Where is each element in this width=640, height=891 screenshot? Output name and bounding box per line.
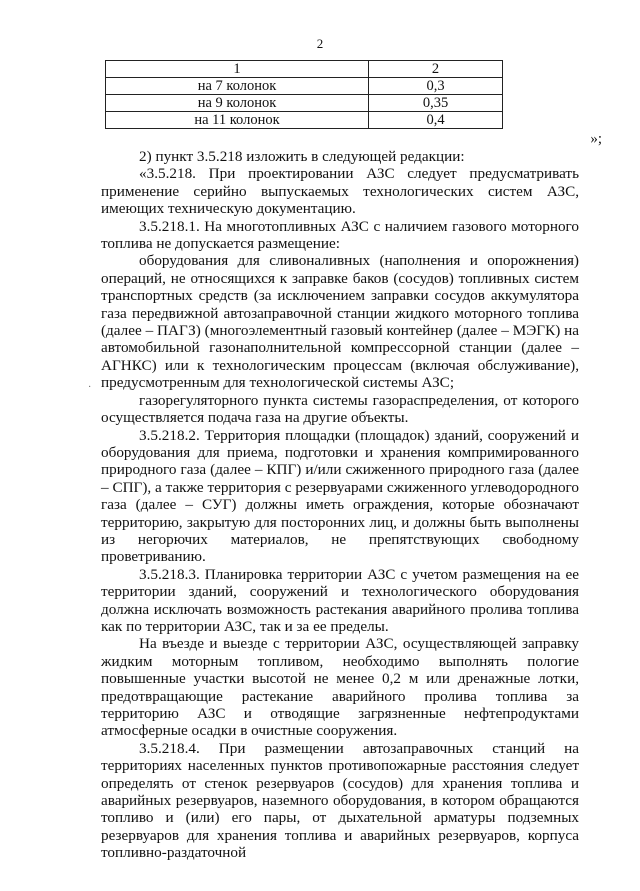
paragraph: «3.5.218. При проектировании АЗС следует предусматривать применение серийно выпускаемых технологических систем АЗС, имеющих техническую документацию. [101,165,579,218]
paragraph: 3.5.218.4. При размещении автозаправочных станций на территориях населенных пунктов противопожарные расстояния следует определять от стенок резервуаров (сосудов) для хранения топлива и аварийных резервуаров, наземного оборудования, в котором обращаются топливо и (или) его пары, от дыхательной арматуры подземных резервуаров для хранения топлива и аварийных резервуаров, корпуса топливно-раздаточной [101,739,579,862]
paragraph: На въезде и выезде с территории АЗС, осуществляющей заправку жидким моторным топливом, необходимо выполнять пологие повышенные участки высотой не менее 0,2 м или дренажные лотки, предотвращающие растекание аварийного пролива топлива за территорию АЗС и отводящие загрязненные нефтепродуктами атмосферные осадки в очистные сооружения. [101,635,579,740]
paragraph: оборудования для сливоналивных (наполнения и опорожнения) операций, не относящихся к заправке баков (сосудов) топливных систем транспортных средств (за исключением заправки сосудов аккумулятора газа передвижной автозаправочной станции жидкого моторного топлива (далее – ПАГЗ) (многоэлементный газовый контейнер (далее – МЭГК) на автомобильной газонаполнительной компрессорной станции (далее – АГНКС) или к технологическим процессам (включая обслуживание), предусмотренным для технологической системы АЗС; [101,252,579,392]
table-row [106,78,503,95]
table-cell: 0,3 [369,78,503,95]
table-cell: 0,35 [369,95,503,112]
table-cell: 0,4 [369,112,503,129]
table-header-row [106,61,503,78]
data-table [105,60,503,129]
body-text [101,148,579,862]
paragraph: 3.5.218.2. Территория площадки (площадок) зданий, сооружений и оборудования для приема, подготовки и хранения компримированного природного газа (далее – КПГ) и/или сжиженного природного газа (далее – СПГ), а также территория с резервуарами сжиженного углеводородного газа (далее – СУГ) должны иметь ограждения, которые обозначают территорию, закрытую для посторонних лиц, и должны быть выполнены из негорючих материалов, не препятствующих свободному проветриванию. [101,426,579,566]
page-number: 2 [316,36,324,51]
table-row [106,95,503,112]
table-cell: на 7 колонок [106,78,369,95]
paragraph: 3.5.218.3. Планировка территории АЗС с учетом размещения на ее территории зданий, сооружений и технологического оборудования должна исключать возможность растекания аварийного пролива топлива как по территории АЗС, так и за ее пределы. [101,565,579,635]
margin-mark: · [88,382,92,393]
table-cell: на 9 колонок [106,95,369,112]
table-row [106,112,503,129]
table-cell: на 11 колонок [106,112,369,129]
paragraph: 3.5.218.1. На многотопливных АЗС с наличием газового моторного топлива не допускается размещение: [101,217,579,253]
table-header-cell: 1 [106,61,369,78]
paragraph: газорегуляторного пункта системы газораспределения, от которого осуществляется подача газа на другие объекты. [101,391,579,427]
closing-quote: »; [590,131,602,147]
paragraph: 2) пункт 3.5.218 изложить в следующей редакции: [139,148,465,165]
table-header-cell: 2 [369,61,503,78]
